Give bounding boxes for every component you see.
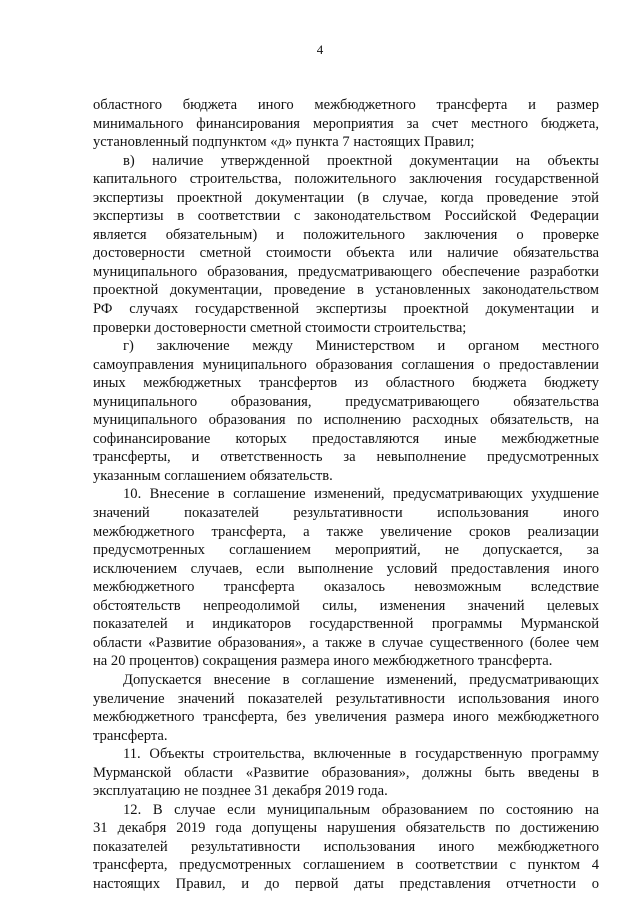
text-line: РФ случаях государственной экспертизы проектной документации и (93, 301, 599, 318)
text-line: трансферты, и ответственность за невыполнение предусмотренных (93, 449, 599, 466)
text-line: софинансирование которых предоставляются иные межбюджетные (93, 430, 599, 447)
text-line: указанным соглашением обязательств. (93, 467, 333, 484)
text-line: увеличение значений показателей результативности использования иного (93, 690, 599, 707)
text-line: достоверности сметной стоимости объекта или наличие обязательства (93, 245, 599, 262)
text-line: капитального строительства, положительного заключения государственной (93, 171, 599, 188)
text-line: в) наличие утвержденной проектной документации на объекты (123, 152, 599, 169)
text-line: трансферта, предусмотренных соглашением в соответствии с пунктом 4 (93, 857, 599, 874)
document-body (93, 96, 599, 894)
text-line: межбюджетного трансферта, а также увеличение сроков реализации (93, 523, 599, 540)
text-line: 12. В случае если муниципальным образованием по состоянию на (123, 801, 599, 818)
text-line: проектной документации, проведение в установленных законодательством (93, 282, 599, 299)
text-line: межбюджетного трансферта оказалось невозможным вследствие (93, 579, 599, 596)
text-line: 10. Внесение в соглашение изменений, предусматривающих ухудшение (123, 486, 599, 503)
text-line: установленный подпунктом «д» пункта 7 настоящих Правил; (93, 134, 475, 151)
text-line: межбюджетного трансферта, без увеличения размера иного межбюджетного (93, 709, 599, 726)
text-line: самоуправления муниципального образования соглашения о предоставлении (93, 356, 599, 373)
text-line: исключением случаев, если выполнение условий предоставления иного (93, 560, 599, 577)
text-line: экспертизы в соответствии с законодательством Российской Федерации (93, 208, 599, 225)
text-line: настоящих Правил, и до первой даты представления отчетности о (93, 875, 599, 892)
text-line: Мурманской области «Развитие образования», должны быть введены в (93, 764, 599, 781)
text-line: муниципального образования, предусматривающего обязательства (93, 393, 599, 410)
text-line: эксплуатацию не позднее 31 декабря 2019 года. (93, 783, 388, 800)
text-line: муниципального образования по исполнению расходных обязательств, на (93, 412, 599, 429)
page-number: 4 (316, 42, 324, 57)
text-line: на 20 процентов) сокращения размера иного межбюджетного трансферта. (93, 653, 553, 670)
text-line: является обязательным) и положительного заключения о проверке (93, 226, 599, 243)
text-line: 31 декабря 2019 года допущены нарушения обязательств по достижению (93, 820, 599, 837)
text-line: областного бюджета иного межбюджетного трансферта и размер (93, 97, 599, 113)
text-line: обстоятельств непреодолимой силы, изменения значений целевых (93, 597, 599, 614)
text-line: минимального финансирования мероприятия за счет местного бюджета, (93, 115, 599, 132)
text-line: г) заключение между Министерством и органом местного (123, 338, 599, 355)
text-line: значений показателей результативности использования иного (93, 505, 599, 522)
text-line: муниципального образования, предусматривающего обеспечение разработки (93, 263, 599, 280)
text-line: показателей и индикаторов государственной программы Мурманской (93, 616, 599, 633)
text-line: экспертизы проектной документации (в случае, когда проведение этой (93, 189, 599, 206)
text-line: 11. Объекты строительства, включенные в государственную программу (123, 746, 599, 763)
text-line: иных межбюджетных трансфертов из областного бюджета бюджету (93, 375, 599, 392)
text-line: Допускается внесение в соглашение изменений, предусматривающих (123, 671, 599, 688)
text-line: проверки достоверности сметной стоимости строительства; (93, 319, 467, 336)
text-line: предусмотренных соглашением мероприятий, не допускается, за (93, 542, 599, 559)
text-line: области «Развитие образования», а также в случае существенного (более чем (93, 634, 599, 651)
text-line: трансферта. (93, 727, 168, 744)
text-line: показателей результативности использования иного межбюджетного (93, 838, 599, 855)
